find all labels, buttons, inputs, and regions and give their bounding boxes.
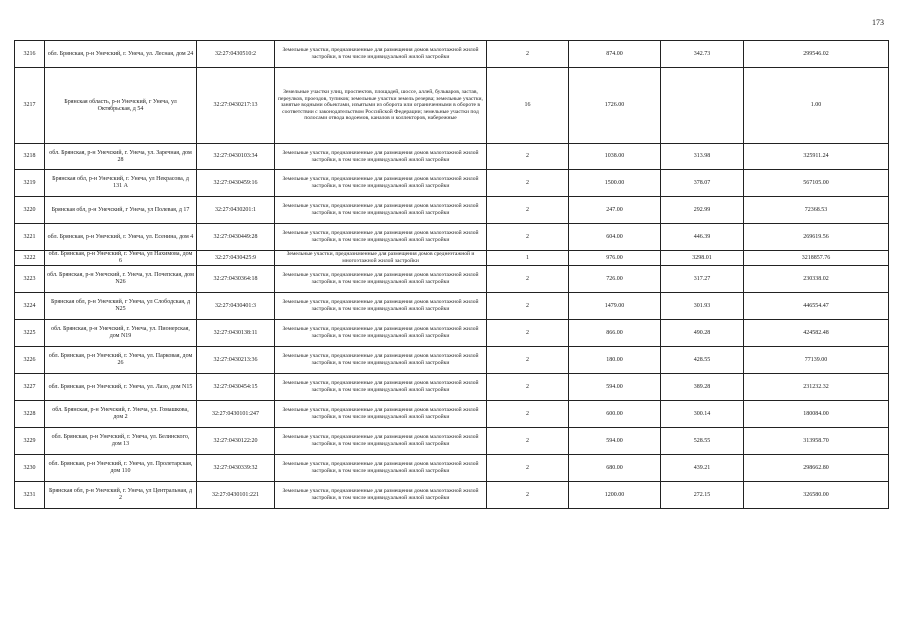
table-row [15, 347, 889, 374]
group-code-cell: 2 [487, 374, 569, 401]
area-cell: 600.00 [569, 401, 661, 428]
address-cell: обл. Брянская, р-н Унечский, г. Унеча, ул. Пионерская, дом N19 [45, 320, 197, 347]
cadastral-value-cell: 3218857.76 [744, 251, 889, 266]
group-code-cell: 2 [487, 428, 569, 455]
cadastral-number-cell: 32:27:0430454:15 [197, 374, 275, 401]
area-cell: 866.00 [569, 320, 661, 347]
table-row [15, 68, 889, 144]
unit-value-cell: 313.98 [661, 144, 744, 170]
unit-value-cell: 428.55 [661, 347, 744, 374]
address-cell: Брянская обл, р-н Унечский, г Унеча, ул Полевая, д 17 [45, 197, 197, 224]
group-code-cell: 2 [487, 293, 569, 320]
area-cell: 1038.00 [569, 144, 661, 170]
cadastral-value-table [14, 40, 889, 509]
cadastral-number-cell: 32:27:0430401:3 [197, 293, 275, 320]
cadastral-value-cell: 424582.48 [744, 320, 889, 347]
area-cell: 1726.00 [569, 68, 661, 144]
group-code-cell: 2 [487, 320, 569, 347]
cadastral-value-cell: 230338.02 [744, 266, 889, 293]
area-cell: 594.00 [569, 374, 661, 401]
row-number-cell: 3218 [15, 144, 45, 170]
table-row [15, 320, 889, 347]
cadastral-number-cell: 32:27:0430364:18 [197, 266, 275, 293]
address-cell: обл. Брянская, р-н Унечский, г. Унеча, ул. Почепская, дом N26 [45, 266, 197, 293]
land-use-cell: Земельные участки, предназначенные для размещения домов малоэтажной жилой застройки, в том числе индивидуальной жилой застройки [275, 293, 487, 320]
address-cell: обл. Брянская, р-н Унечский, г. Унеча, ул. Есенина, дом 4 [45, 224, 197, 251]
area-cell: 874.00 [569, 41, 661, 68]
land-use-cell: Земельные участки, предназначенные для размещения домов малоэтажной жилой застройки, в том числе индивидуальной жилой застройки [275, 320, 487, 347]
unit-value-cell: 301.93 [661, 293, 744, 320]
cadastral-value-cell: 1.00 [744, 68, 889, 144]
table-row [15, 374, 889, 401]
land-use-cell: Земельные участки, предназначенные для размещения домов малоэтажной жилой застройки, в том числе индивидуальной жилой застройки [275, 266, 487, 293]
group-code-cell: 2 [487, 144, 569, 170]
address-cell: Брянская обл, р-н Унечский, г. Унеча, ул Центральная, д 2 [45, 482, 197, 509]
cadastral-value-cell: 313958.70 [744, 428, 889, 455]
row-number-cell: 3216 [15, 41, 45, 68]
group-code-cell: 2 [487, 455, 569, 482]
area-cell: 1500.00 [569, 170, 661, 197]
cadastral-number-cell: 32:27:0430201:1 [197, 197, 275, 224]
group-code-cell: 2 [487, 170, 569, 197]
cadastral-value-cell: 298662.80 [744, 455, 889, 482]
land-use-cell: Земельные участки улиц, проспектов, площадей, шоссе, аллей, бульваров, застав, переулков, проездов, тупиков; земельные участки земель резерва; земельные участки, занятые водными объектами, изъятыми из оборота или ограниченными в обороте в соответствии с законодательством Российской Федерации; земельные участки под полосами отвода водоемов, каналов и коллекторов, набережные [275, 68, 487, 144]
cadastral-value-cell: 269619.56 [744, 224, 889, 251]
table-row [15, 251, 889, 266]
land-use-cell: Земельные участки, предназначенные для размещения домов малоэтажной жилой застройки, в том числе индивидуальной жилой застройки [275, 482, 487, 509]
cadastral-number-cell: 32:27:0430510:2 [197, 41, 275, 68]
land-use-cell: Земельные участки, предназначенные для размещения домов малоэтажной жилой застройки, в том числе индивидуальной жилой застройки [275, 224, 487, 251]
unit-value-cell: 439.21 [661, 455, 744, 482]
unit-value-cell: 272.15 [661, 482, 744, 509]
row-number-cell: 3230 [15, 455, 45, 482]
cadastral-number-cell: 32:27:0430138:11 [197, 320, 275, 347]
group-code-cell: 16 [487, 68, 569, 144]
page-number: 173 [872, 18, 884, 27]
row-number-cell: 3221 [15, 224, 45, 251]
group-code-cell: 2 [487, 41, 569, 68]
address-cell: обл. Брянская, р-н Унечский, г. Унеча, ул. Заречная, дом 28 [45, 144, 197, 170]
table-row [15, 144, 889, 170]
address-cell: обл. Брянская, р-н Унечский, г. Унеча, ул. Гомашкова, дом 2 [45, 401, 197, 428]
unit-value-cell: 3298.01 [661, 251, 744, 266]
area-cell: 726.00 [569, 266, 661, 293]
row-number-cell: 3226 [15, 347, 45, 374]
cadastral-value-cell: 446554.47 [744, 293, 889, 320]
land-use-cell: Земельные участки, предназначенные для размещения домов малоэтажной жилой застройки, в том числе индивидуальной жилой застройки [275, 428, 487, 455]
address-cell: обл. Брянская, р-н Унечский, г. Унеча, ул. Лесная, дом 24 [45, 41, 197, 68]
land-use-cell: Земельные участки, предназначенные для размещения домов малоэтажной жилой застройки, в том числе индивидуальной жилой застройки [275, 374, 487, 401]
area-cell: 594.00 [569, 428, 661, 455]
area-cell: 1200.00 [569, 482, 661, 509]
cadastral-number-cell: 32:27:0430101:247 [197, 401, 275, 428]
address-cell: обл. Брянская, р-н Унечский, г. Унеча, ул. Лазо, дом N15 [45, 374, 197, 401]
row-number-cell: 3222 [15, 251, 45, 266]
group-code-cell: 2 [487, 224, 569, 251]
land-use-cell: Земельные участки, предназначенные для размещения домов малоэтажной жилой застройки, в том числе индивидуальной жилой застройки [275, 170, 487, 197]
unit-value-cell: 528.55 [661, 428, 744, 455]
cadastral-number-cell: 32:27:0430449:28 [197, 224, 275, 251]
row-number-cell: 3228 [15, 401, 45, 428]
unit-value-cell: 342.73 [661, 41, 744, 68]
cadastral-value-cell: 325911.24 [744, 144, 889, 170]
group-code-cell: 2 [487, 482, 569, 509]
row-number-cell: 3224 [15, 293, 45, 320]
cadastral-value-cell: 567105.00 [744, 170, 889, 197]
group-code-cell: 2 [487, 347, 569, 374]
area-cell: 1479.00 [569, 293, 661, 320]
address-cell: обл. Брянская, р-н Унечский, г. Унеча, ул. Пролетарская, дом 110 [45, 455, 197, 482]
cadastral-value-cell: 326580.00 [744, 482, 889, 509]
unit-value-cell: 378.07 [661, 170, 744, 197]
row-number-cell: 3217 [15, 68, 45, 144]
table-row [15, 455, 889, 482]
group-code-cell: 1 [487, 251, 569, 266]
unit-value-cell [661, 68, 744, 144]
group-code-cell: 2 [487, 266, 569, 293]
area-cell: 604.00 [569, 224, 661, 251]
land-use-cell: Земельные участки, предназначенные для размещения домов малоэтажной жилой застройки, в том числе индивидуальной жилой застройки [275, 455, 487, 482]
table-row [15, 266, 889, 293]
address-cell: Брянская обл, р-н Унечский, г. Унеча, ул Некрасова, д 131 А [45, 170, 197, 197]
table-row [15, 293, 889, 320]
unit-value-cell: 490.28 [661, 320, 744, 347]
land-use-cell: Земельные участки, предназначенные для размещения домов малоэтажной жилой застройки, в том числе индивидуальной жилой застройки [275, 347, 487, 374]
cadastral-number-cell: 32:27:0430213:36 [197, 347, 275, 374]
land-use-cell: Земельные участки, предназначенные для размещения домов малоэтажной жилой застройки, в том числе индивидуальной жилой застройки [275, 197, 487, 224]
unit-value-cell: 292.99 [661, 197, 744, 224]
area-cell: 680.00 [569, 455, 661, 482]
table-row [15, 482, 889, 509]
table-row [15, 41, 889, 68]
address-cell: Брянская область, р-н Унечский, г Унеча, ул Октябрьская, д 54 [45, 68, 197, 144]
row-number-cell: 3223 [15, 266, 45, 293]
table-body [15, 41, 889, 509]
cadastral-value-cell: 72368.53 [744, 197, 889, 224]
area-cell: 247.00 [569, 197, 661, 224]
row-number-cell: 3229 [15, 428, 45, 455]
cadastral-number-cell: 32:27:0430122:20 [197, 428, 275, 455]
row-number-cell: 3225 [15, 320, 45, 347]
address-cell: обл. Брянская, р-н Унечский, г. Унеча, ул. Парковая, дом 26 [45, 347, 197, 374]
land-use-cell: Земельные участки, предназначенные для размещения домов среднеэтажной и многоэтажной жилой застройки [275, 251, 487, 266]
table-row [15, 428, 889, 455]
cadastral-number-cell: 32:27:0430217:13 [197, 68, 275, 144]
cadastral-value-cell: 231232.32 [744, 374, 889, 401]
cadastral-number-cell: 32:27:0430101:221 [197, 482, 275, 509]
land-use-cell: Земельные участки, предназначенные для размещения домов малоэтажной жилой застройки, в том числе индивидуальной жилой застройки [275, 41, 487, 68]
table-row [15, 401, 889, 428]
cadastral-number-cell: 32:27:0430425:9 [197, 251, 275, 266]
land-use-cell: Земельные участки, предназначенные для размещения домов малоэтажной жилой застройки, в том числе индивидуальной жилой застройки [275, 144, 487, 170]
address-cell: обл. Брянская, р-н Унечский, г. Унеча, ул Нахимова, дом 6 [45, 251, 197, 266]
table-row [15, 170, 889, 197]
cadastral-value-cell: 180084.00 [744, 401, 889, 428]
cadastral-number-cell: 32:27:0430103:34 [197, 144, 275, 170]
unit-value-cell: 446.39 [661, 224, 744, 251]
address-cell: обл. Брянская, р-н Унечский, г. Унеча, ул. Белинского, дом 13 [45, 428, 197, 455]
row-number-cell: 3219 [15, 170, 45, 197]
unit-value-cell: 300.14 [661, 401, 744, 428]
address-cell: Брянская обл, р-н Унечский, г Унеча, ул Слободская, д N25 [45, 293, 197, 320]
unit-value-cell: 389.28 [661, 374, 744, 401]
area-cell: 180.00 [569, 347, 661, 374]
table-row [15, 224, 889, 251]
group-code-cell: 2 [487, 401, 569, 428]
area-cell: 976.00 [569, 251, 661, 266]
row-number-cell: 3231 [15, 482, 45, 509]
cadastral-number-cell: 32:27:0430339:32 [197, 455, 275, 482]
land-use-cell: Земельные участки, предназначенные для размещения домов малоэтажной жилой застройки, в том числе индивидуальной жилой застройки [275, 401, 487, 428]
row-number-cell: 3227 [15, 374, 45, 401]
cadastral-value-cell: 299546.02 [744, 41, 889, 68]
row-number-cell: 3220 [15, 197, 45, 224]
cadastral-value-cell: 77139.00 [744, 347, 889, 374]
cadastral-number-cell: 32:27:0430459:16 [197, 170, 275, 197]
group-code-cell: 2 [487, 197, 569, 224]
table-row [15, 197, 889, 224]
unit-value-cell: 317.27 [661, 266, 744, 293]
